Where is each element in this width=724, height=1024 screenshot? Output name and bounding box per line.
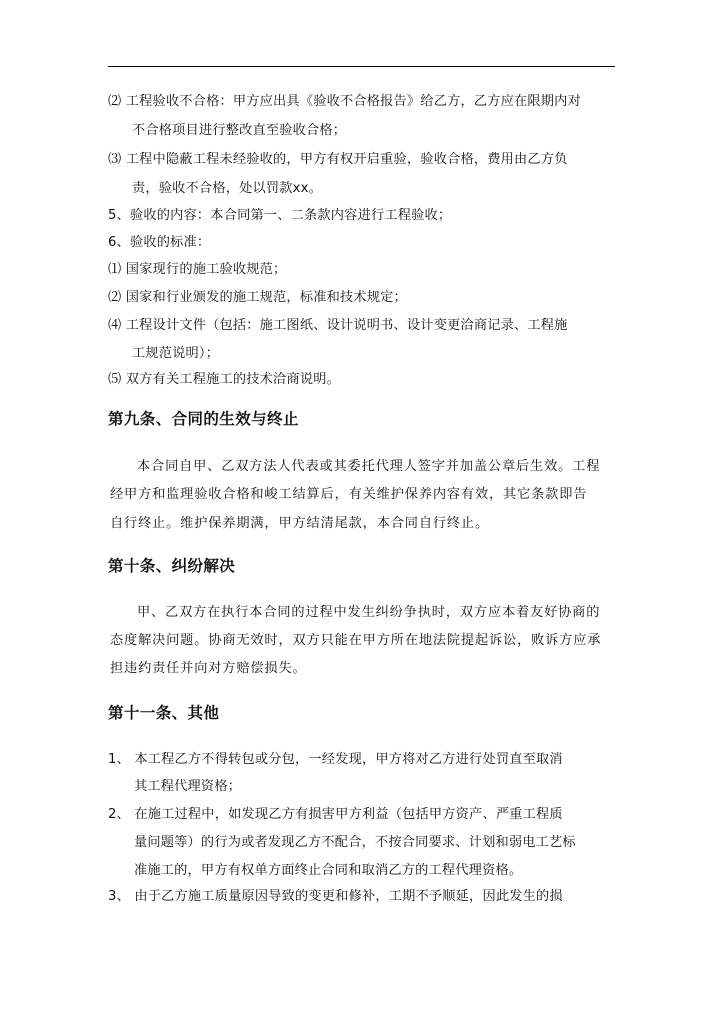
- other-item-2-line-3: 准施工的，甲方有权单方面终止合同和取消乙方的工程代理资格。: [134, 863, 523, 878]
- header-rule: [108, 66, 615, 67]
- standard-item-4-line-1: ⑷ 工程设计文件（包括：施工图纸、设计说明书、设计变更洽商记录、工程施: [108, 318, 568, 333]
- standard-item-4-line-2: 工规范说明）；: [132, 346, 220, 361]
- other-item-1-line-1: 1、 本工程乙方不得转包或分包，一经发现，甲方将对乙方进行处罚直至取消: [108, 752, 563, 767]
- other-item-1-line-2: 其工程代理资格；: [134, 779, 242, 794]
- article-10-line-2: 态度解决问题。协商无效时，双方只能在甲方所在地法院提起诉讼，败诉方应承: [110, 633, 602, 648]
- item-2-line-2: 不合格项目进行整改直至验收合格；: [132, 123, 347, 138]
- acceptance-content: 5、验收的内容：本合同第一、二条款内容进行工程验收；: [108, 208, 452, 223]
- article-9-line-1: 本合同自甲、乙双方法人代表或其委托代理人签字并加盖公章后生效。工程: [137, 459, 601, 474]
- standard-item-2: ⑵ 国家和行业颁发的施工规范，标准和技术规定；: [108, 290, 407, 305]
- item-3-line-1: ⑶ 工程中隐蔽工程未经验收的，甲方有权开启重验，验收合格，费用由乙方负: [108, 152, 568, 167]
- acceptance-standard: 6、验收的标准：: [108, 235, 211, 250]
- item-2-line-1: ⑵ 工程验收不合格：甲方应出具《验收不合格报告》给乙方，乙方应在限期内对: [108, 94, 581, 109]
- other-item-2-line-2: 量问题等）的行为或者发现乙方不配合，不按合同要求、计划和弱电工艺标: [134, 835, 576, 850]
- article-10-title: 第十条、纠纷解决: [108, 557, 236, 575]
- standard-item-5: ⑸ 双方有关工程施工的技术洽商说明。: [108, 372, 340, 387]
- standard-item-1: ⑴ 国家现行的施工验收规范；: [108, 262, 287, 277]
- other-item-2-line-1: 2、 在施工过程中，如发现乙方有损害甲方利益（包括甲方资产、严重工程质: [108, 807, 563, 822]
- article-9-line-3: 自行终止。维护保养期满，甲方结清尾款，本合同自行终止。: [110, 516, 490, 531]
- article-10-line-1: 甲、乙双方在执行本合同的过程中发生纠纷争执时，双方应本着友好协商的: [137, 605, 601, 620]
- article-9-title: 第九条、合同的生效与终止: [108, 410, 299, 428]
- other-item-3-line-1: 3、 由于乙方施工质量原因导致的变更和修补，工期不予顺延，因此发生的损: [108, 889, 563, 904]
- article-9-line-2: 经甲方和监理验收合格和峻工结算后，有关维护保养内容有效，其它条款即告: [110, 487, 588, 502]
- article-11-title: 第十一条、其他: [108, 704, 220, 722]
- article-10-line-3: 担违约责任并向对方赔偿损失。: [110, 661, 307, 676]
- item-3-line-2: 责，验收不合格，处以罚款xx。: [132, 181, 323, 196]
